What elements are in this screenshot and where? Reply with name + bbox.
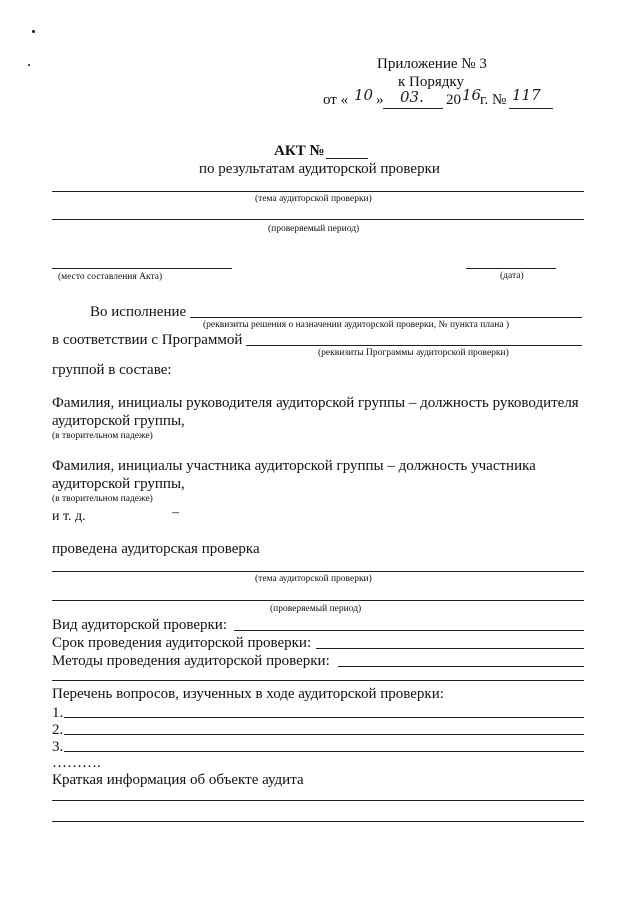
year-handwritten: 16 [462, 86, 482, 104]
leader-line-1: Фамилия, инициалы руководителя аудиторской группы – должность руководителя [52, 395, 579, 411]
question-3-line [64, 751, 584, 752]
audit-methods-line [338, 666, 584, 667]
period-caption-2: (проверяемый период) [270, 604, 362, 614]
question-2-number: 2. [52, 722, 64, 738]
date-caption: (дата) [500, 271, 524, 281]
year-prefix: 20 [446, 92, 461, 108]
group-label: группой в составе: [52, 362, 172, 378]
day-handwritten: 10 [354, 86, 374, 104]
question-1-line [64, 717, 584, 718]
topic-line [52, 191, 584, 192]
month-underline [383, 108, 443, 109]
act-title: АКТ № [274, 143, 325, 159]
question-2-line [64, 734, 584, 735]
program-line [246, 345, 582, 346]
instrumental-case-note: (в творительном падеже) [52, 494, 153, 504]
program-label: в соответствии с Программой [52, 332, 243, 348]
leader-line-2: аудиторской группы, [52, 413, 185, 429]
brief-info-line-1 [52, 800, 584, 801]
number-underline [509, 108, 553, 109]
execution-label: Во исполнение [90, 304, 187, 320]
scan-mark [32, 30, 35, 33]
topic-caption: (тема аудиторской проверки) [255, 194, 372, 204]
period-line [52, 219, 584, 220]
appendix-label: Приложение № 3 [377, 56, 487, 72]
period-line-2 [52, 600, 584, 601]
scan-mark [28, 64, 30, 66]
close-quote: » [376, 92, 384, 108]
audit-type-line [234, 630, 584, 631]
month-handwritten: 03. [400, 88, 424, 106]
from-label: от « [323, 92, 349, 108]
act-number-line [326, 158, 368, 159]
place-line [52, 268, 232, 269]
question-3-number: 3. [52, 739, 64, 755]
topic-line-2 [52, 571, 584, 572]
program-caption: (реквизиты Программы аудиторской проверки) [318, 348, 509, 358]
audit-term-line [316, 648, 584, 649]
questions-label: Перечень вопросов, изученных в ходе аудиторской проверки: [52, 686, 444, 702]
ellipsis: ………. [52, 755, 101, 771]
audit-performed-label: проведена аудиторская проверка [52, 541, 260, 557]
place-caption: (место составления Акта) [58, 272, 163, 282]
decision-caption: (реквизиты решения о назначении аудиторской проверки, № пункта плана ) [203, 320, 510, 330]
audit-term-label: Срок проведения аудиторской проверки: [52, 635, 312, 651]
brief-info-label: Краткая информация об объекте аудита [52, 772, 304, 788]
member-line-1: Фамилия, инициалы участника аудиторской группы – должность участника [52, 458, 536, 474]
decision-line [190, 317, 582, 318]
to-order-label: к Порядку [398, 74, 464, 90]
number-handwritten: 117 [512, 86, 541, 104]
date-line [466, 268, 556, 269]
audit-methods-label: Методы проведения аудиторской проверки: [52, 653, 330, 669]
period-caption: (проверяемый период) [268, 224, 360, 234]
instrumental-case-note: (в творительном падеже) [52, 431, 153, 441]
topic-caption-2: (тема аудиторской проверки) [255, 574, 372, 584]
dash-mark: – [172, 505, 179, 520]
etc-label: и т. д. [52, 509, 86, 524]
member-line-2: аудиторской группы, [52, 476, 185, 492]
question-1-number: 1. [52, 705, 64, 721]
brief-info-line-2 [52, 821, 584, 822]
separator-line [52, 680, 584, 681]
audit-type-label: Вид аудиторской проверки: [52, 617, 228, 633]
act-subtitle: по результатам аудиторской проверки [199, 161, 440, 177]
year-label: г. № [480, 92, 507, 108]
